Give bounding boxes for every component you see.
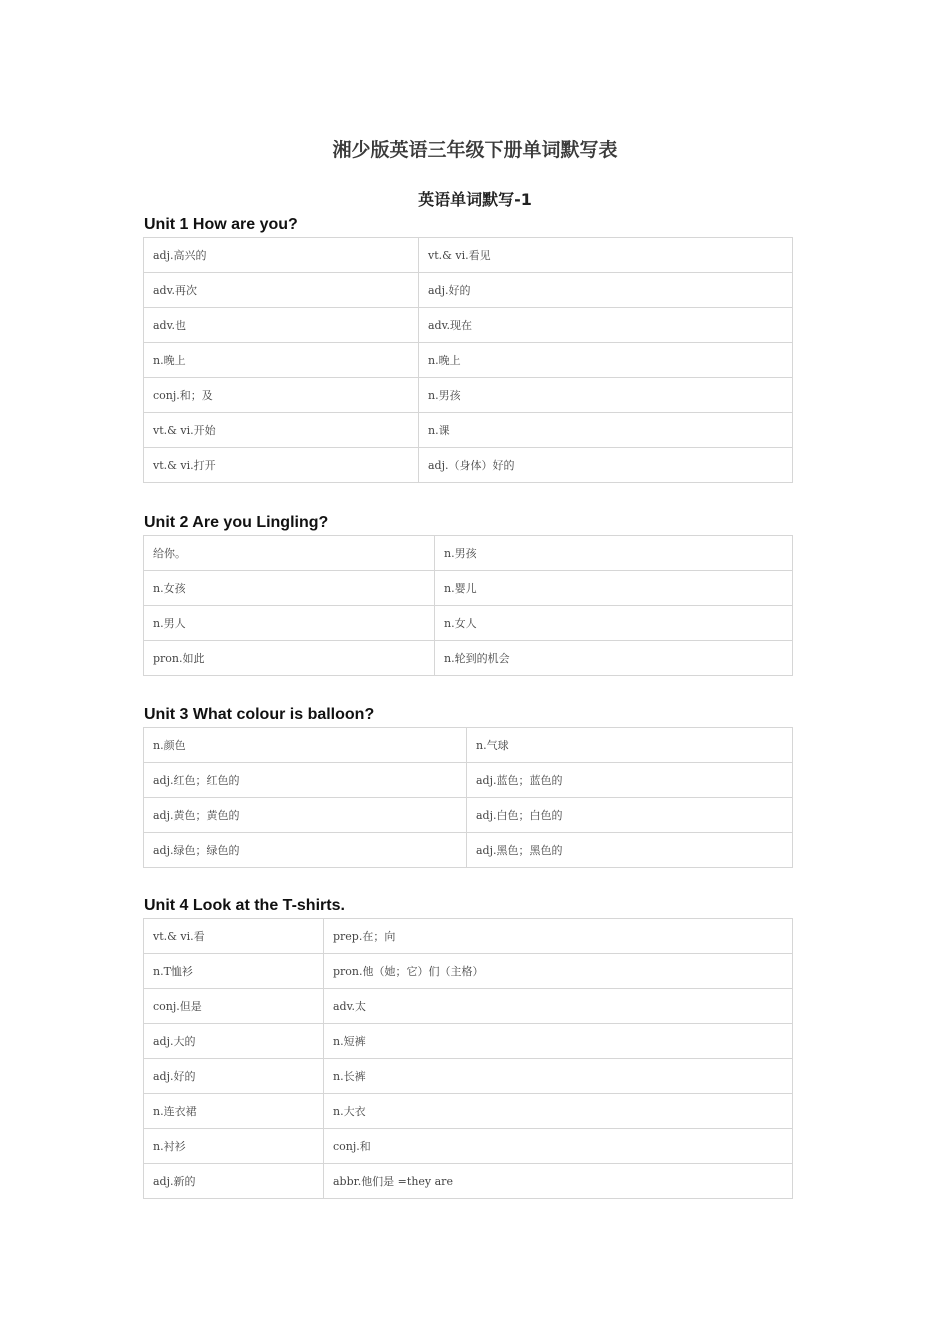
table-row [144,763,793,798]
vocab-cell: vt.& vi.看见 [419,238,793,273]
vocab-cell: adj.（身体）好的 [419,448,793,483]
vocab-cell: adv.再次 [144,273,419,308]
table-row [144,1129,793,1164]
vocab-cell: adj.大的 [144,1024,324,1059]
vocab-cell: adj.黄色；黄色的 [144,798,467,833]
vocab-cell: n.男孩 [419,378,793,413]
unit-3-table-body [144,728,793,868]
table-row [144,571,793,606]
vocab-cell: n.颜色 [144,728,467,763]
vocab-cell: adv.现在 [419,308,793,343]
vocab-cell: adv.太 [324,989,793,1024]
table-row [144,273,793,308]
document-title: 湘少版英语三年级下册单词默写表 [332,139,618,161]
table-row [144,343,793,378]
vocab-cell: adj.好的 [144,1059,324,1094]
vocab-cell: n.短裤 [324,1024,793,1059]
table-row [144,989,793,1024]
vocab-cell: n.女人 [435,606,793,641]
table-row [144,238,793,273]
unit-1-heading: Unit 1 How are you? [144,216,298,233]
unit-4-heading: Unit 4 Look at the T-shirts. [144,897,345,914]
unit-1-vocab-table [143,237,793,483]
table-row [144,1094,793,1129]
vocab-cell: prep.在；向 [324,919,793,954]
vocab-cell: abbr.他们是 =they are [324,1164,793,1199]
unit-3-vocab-table [143,727,793,868]
vocab-cell: 给你。 [144,536,435,571]
table-row [144,536,793,571]
vocab-cell: adj.新的 [144,1164,324,1199]
unit-2-table-body [144,536,793,676]
vocab-cell: conj.但是 [144,989,324,1024]
vocab-cell: vt.& vi.看 [144,919,324,954]
vocab-cell: n.晚上 [419,343,793,378]
unit-4-table-body [144,919,793,1199]
vocab-cell: n.女孩 [144,571,435,606]
table-row [144,606,793,641]
vocab-cell: conj.和；及 [144,378,419,413]
table-row [144,798,793,833]
vocab-cell: n.T恤衫 [144,954,324,989]
vocab-cell: adj.好的 [419,273,793,308]
vocab-cell: n.衬衫 [144,1129,324,1164]
vocab-cell: adj.红色；红色的 [144,763,467,798]
vocab-cell: adj.黑色；黑色的 [467,833,793,868]
vocab-cell: adv.也 [144,308,419,343]
vocab-cell: adj.高兴的 [144,238,419,273]
unit-3-heading: Unit 3 What colour is balloon? [144,706,375,723]
vocab-cell: n.男孩 [435,536,793,571]
table-row [144,728,793,763]
unit-2-heading: Unit 2 Are you Lingling? [144,514,329,531]
vocab-cell: n.婴儿 [435,571,793,606]
vocab-cell: n.课 [419,413,793,448]
vocab-cell: conj.和 [324,1129,793,1164]
vocab-cell: n.晚上 [144,343,419,378]
unit-1-table-body [144,238,793,483]
vocab-cell: n.大衣 [324,1094,793,1129]
vocab-cell: n.连衣裙 [144,1094,324,1129]
vocab-cell: n.长裤 [324,1059,793,1094]
vocab-cell: pron.如此 [144,641,435,676]
table-row [144,308,793,343]
table-row [144,1059,793,1094]
vocab-cell: vt.& vi.开始 [144,413,419,448]
table-row [144,641,793,676]
table-row [144,1164,793,1199]
vocab-cell: n.男人 [144,606,435,641]
table-row [144,954,793,989]
table-row [144,919,793,954]
vocab-cell: n.轮到的机会 [435,641,793,676]
unit-2-vocab-table [143,535,793,676]
table-row [144,413,793,448]
vocab-cell: adj.绿色；绿色的 [144,833,467,868]
unit-4-vocab-table [143,918,793,1199]
vocab-cell: adj.蓝色；蓝色的 [467,763,793,798]
vocab-cell: adj.白色；白色的 [467,798,793,833]
table-row [144,378,793,413]
table-row [144,448,793,483]
table-row [144,1024,793,1059]
vocab-cell: pron.他（她；它）们（主格） [324,954,793,989]
table-row [144,833,793,868]
vocab-cell: n.气球 [467,728,793,763]
vocab-cell: vt.& vi.打开 [144,448,419,483]
document-subtitle: 英语单词默写-1 [418,190,532,209]
